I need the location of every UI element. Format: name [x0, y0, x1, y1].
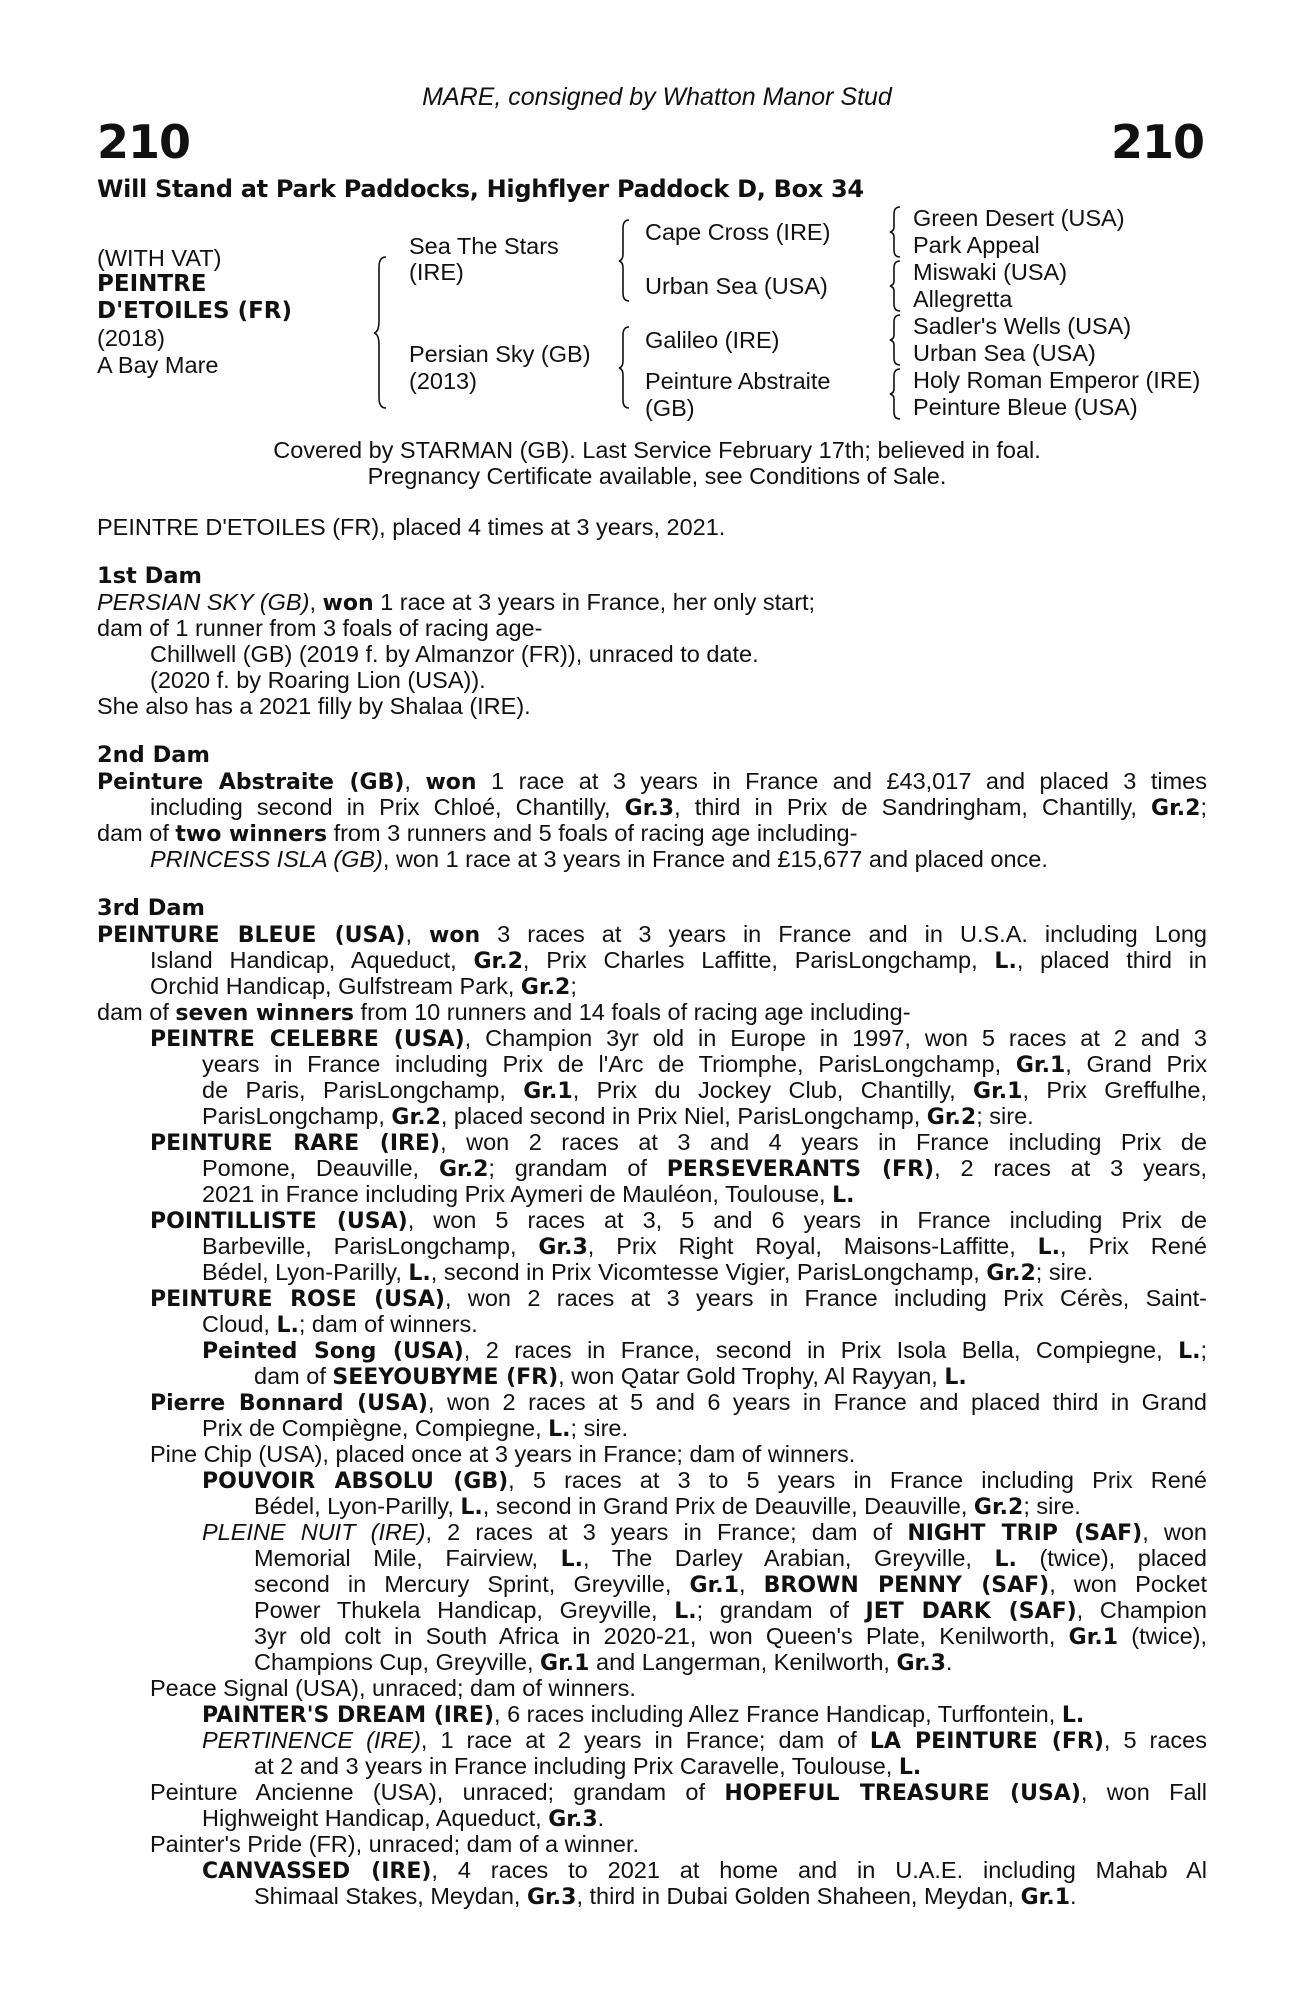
third-dam-line: POUVOIR ABSOLU (GB), 5 races at 3 to 5 years in France including Prix René — [202, 1467, 1207, 1494]
second-dam-line: PRINCESS ISLA (GB), won 1 race at 3 years in France and £15,677 and placed once. — [150, 846, 1048, 872]
third-dam-line: PEINTURE RARE (IRE), won 2 races at 3 and 4 years in France including Prix de — [150, 1129, 1208, 1156]
third-dam-line: 2021 in France including Prix Aymeri de Mauléon, Toulouse, L. — [202, 1181, 855, 1208]
ggp-8: Peinture Bleue (USA) — [913, 394, 1138, 420]
third-dam-line: PLEINE NUIT (IRE), 2 races at 3 years in France; dam of NIGHT TRIP (SAF), won — [202, 1519, 1207, 1546]
third-dam-line: Pine Chip (USA), placed once at 3 years in France; dam of winners. — [150, 1441, 856, 1467]
third-dam-line: Painter's Pride (FR), unraced; dam of a winner. — [150, 1831, 640, 1857]
ggp-5: Sadler's Wells (USA) — [913, 313, 1132, 339]
first-dam-heading: 1st Dam — [97, 563, 202, 589]
first-dam-line: She also has a 2021 filly by Shalaa (IRE). — [97, 693, 531, 719]
ggp-7: Holy Roman Emperor (IRE) — [913, 367, 1201, 393]
dam-sire: Galileo (IRE) — [645, 327, 780, 353]
sire-name: Sea The Stars — [409, 233, 559, 259]
third-dam-line: Memorial Mile, Fairview, L., The Darley Arabian, Greyville, L. (twice), placed — [254, 1545, 1207, 1572]
covered-line2: Pregnancy Certificate available, see Conditions of Sale. — [367, 463, 947, 489]
third-dam-line: CANVASSED (IRE), 4 races to 2021 at home and in U.A.E. including Mahab Al — [202, 1857, 1207, 1884]
third-dam-line: Pomone, Deauville, Gr.2; grandam of PERSEVERANTS (FR), 2 races at 3 years, — [202, 1155, 1208, 1182]
third-dam-line: ParisLongchamp, Gr.2, placed second in Prix Niel, ParisLongchamp, Gr.2; sire. — [202, 1103, 1034, 1130]
pedigree-brace-dam — [617, 325, 633, 410]
sire-sire: Cape Cross (IRE) — [645, 219, 831, 245]
third-dam-line: PERTINENCE (IRE), 1 race at 2 years in France; dam of LA PEINTURE (FR), 5 races — [202, 1727, 1208, 1754]
third-dam-line: at 2 and 3 years in France including Prix Caravelle, Toulouse, L. — [254, 1753, 922, 1780]
ggp-4: Allegretta — [913, 286, 1013, 312]
horse-summary: PEINTRE D'ETOILES (FR), placed 4 times at 3 years, 2021. — [97, 514, 726, 540]
pedigree-brace-sire — [617, 218, 633, 303]
third-dam-line: Island Handicap, Aqueduct, Gr.2, Prix Charles Laffitte, ParisLongchamp, L., placed third in — [150, 947, 1207, 974]
third-dam-line: PEINTURE BLEUE (USA), won 3 races at 3 years in France and in U.S.A. including Long — [97, 921, 1207, 948]
third-dam-line: Prix de Compiègne, Compiegne, L.; sire. — [202, 1415, 629, 1442]
third-dam-line: de Paris, ParisLongchamp, Gr.1, Prix du Jockey Club, Chantilly, Gr.1, Prix Greffulhe, — [202, 1077, 1207, 1104]
consignor-line: MARE, consigned by Whatton Manor Stud — [422, 83, 892, 111]
third-dam-line: Champions Cup, Greyville, Gr.1 and Langerman, Kenilworth, Gr.3. — [254, 1649, 953, 1676]
third-dam-heading: 3rd Dam — [97, 895, 205, 921]
ggp-1: Green Desert (USA) — [913, 205, 1125, 231]
lot-number-left: 210 — [97, 115, 191, 169]
third-dam-line: second in Mercury Sprint, Greyville, Gr.1, BROWN PENNY (SAF), won Pocket — [254, 1571, 1207, 1598]
third-dam-line: Bédel, Lyon-Parilly, L., second in Grand Prix de Deauville, Deauville, Gr.2; sire. — [254, 1493, 1081, 1520]
ggp-2: Park Appeal — [913, 232, 1040, 258]
stand-location: Will Stand at Park Paddocks, Highflyer Paddock D, Box 34 — [97, 175, 864, 203]
lot-number-right: 210 — [1110, 115, 1204, 169]
third-dam-line: Orchid Handicap, Gulfstream Park, Gr.2; — [150, 973, 577, 1000]
second-dam-heading: 2nd Dam — [97, 742, 210, 768]
second-dam-line: dam of two winners from 3 runners and 5 foals of racing age including- — [97, 820, 858, 847]
horse-description: A Bay Mare — [97, 352, 219, 378]
third-dam-line: Cloud, L.; dam of winners. — [202, 1311, 478, 1338]
pedigree-brace-g2 — [888, 259, 904, 313]
third-dam-line: Power Thukela Handicap, Greyville, L.; grandam of JET DARK (SAF), Champion — [254, 1597, 1207, 1624]
second-dam-line: Peinture Abstraite (GB), won 1 race at 3 years in France and £43,017 and placed 3 times — [97, 768, 1207, 795]
third-dam-line: Barbeville, ParisLongchamp, Gr.3, Prix Right Royal, Maisons-Laffitte, L., Prix René — [202, 1233, 1207, 1260]
third-dam-line: dam of seven winners from 10 runners and 14 foals of racing age including- — [97, 999, 911, 1026]
third-dam-line: Bédel, Lyon-Parilly, L., second in Prix Vicomtesse Vigier, ParisLongchamp, Gr.2; sire. — [202, 1259, 1094, 1286]
first-dam-line: (2020 f. by Roaring Lion (USA)). — [150, 667, 486, 693]
dam-dam-line2: (GB) — [645, 395, 695, 421]
third-dam-line: dam of SEEYOUBYME (FR), won Qatar Gold Trophy, Al Rayyan, L. — [254, 1363, 967, 1390]
third-dam-line: Shimaal Stakes, Meydan, Gr.3, third in Dubai Golden Shaheen, Meydan, Gr.1. — [254, 1883, 1077, 1910]
dam-dam-line1: Peinture Abstraite — [645, 368, 831, 394]
ggp-6: Urban Sea (USA) — [913, 340, 1096, 366]
third-dam-line: 3yr old colt in South Africa in 2020-21, won Queen's Plate, Kenilworth, Gr.1 (twice), — [254, 1623, 1207, 1650]
third-dam-line: PEINTRE CELEBRE (USA), Champion 3yr old in Europe in 1997, won 5 races at 2 and 3 — [150, 1025, 1207, 1052]
dam-year: (2013) — [409, 368, 477, 394]
third-dam-line: Peinted Song (USA), 2 races in France, second in Prix Isola Bella, Compiegne, L.; — [202, 1337, 1207, 1364]
third-dam-line: years in France including Prix de l'Arc de Triomphe, ParisLongchamp, Gr.1, Grand Prix — [202, 1051, 1207, 1078]
third-dam-line: Peinture Ancienne (USA), unraced; grandam of HOPEFUL TREASURE (USA), won Fall — [150, 1779, 1207, 1806]
third-dam-line: Pierre Bonnard (USA), won 2 races at 5 and 6 years in France and placed third in Grand — [150, 1389, 1207, 1416]
vat-label: (WITH VAT) — [97, 245, 222, 271]
dam-name: Persian Sky (GB) — [409, 341, 591, 367]
pedigree-brace-g1 — [888, 205, 904, 259]
horse-name-line1: PEINTRE — [97, 271, 207, 297]
pedigree-brace-g4 — [888, 367, 904, 421]
pedigree-brace-main — [372, 255, 394, 410]
second-dam-line: including second in Prix Chloé, Chantilly, Gr.3, third in Prix de Sandringham, Chantilly, Gr.2; — [150, 794, 1207, 821]
third-dam-line: Peace Signal (USA), unraced; dam of winners. — [150, 1675, 636, 1701]
horse-name-line2: D'ETOILES (FR) — [97, 298, 293, 324]
ggp-3: Miswaki (USA) — [913, 259, 1068, 285]
third-dam-line: POINTILLISTE (USA), won 5 races at 3, 5 and 6 years in France including Prix de — [150, 1207, 1207, 1234]
first-dam-line: PERSIAN SKY (GB), won 1 race at 3 years in France, her only start; — [97, 589, 816, 616]
third-dam-line: PAINTER'S DREAM (IRE), 6 races including Allez France Handicap, Turffontein, L. — [202, 1701, 1085, 1728]
sire-country: (IRE) — [409, 259, 464, 285]
pedigree-brace-g3 — [888, 313, 904, 367]
first-dam-line: dam of 1 runner from 3 foals of racing age- — [97, 615, 543, 641]
first-dam-line: Chillwell (GB) (2019 f. by Almanzor (FR)), unraced to date. — [150, 641, 759, 667]
third-dam-line: Highweight Handicap, Aqueduct, Gr.3. — [202, 1805, 605, 1832]
covered-line1: Covered by STARMAN (GB). Last Service February 17th; believed in foal. — [273, 437, 1041, 463]
third-dam-line: PEINTURE ROSE (USA), won 2 races at 3 years in France including Prix Cérès, Saint- — [150, 1285, 1208, 1312]
sire-dam: Urban Sea (USA) — [645, 273, 828, 299]
horse-year: (2018) — [97, 325, 165, 351]
